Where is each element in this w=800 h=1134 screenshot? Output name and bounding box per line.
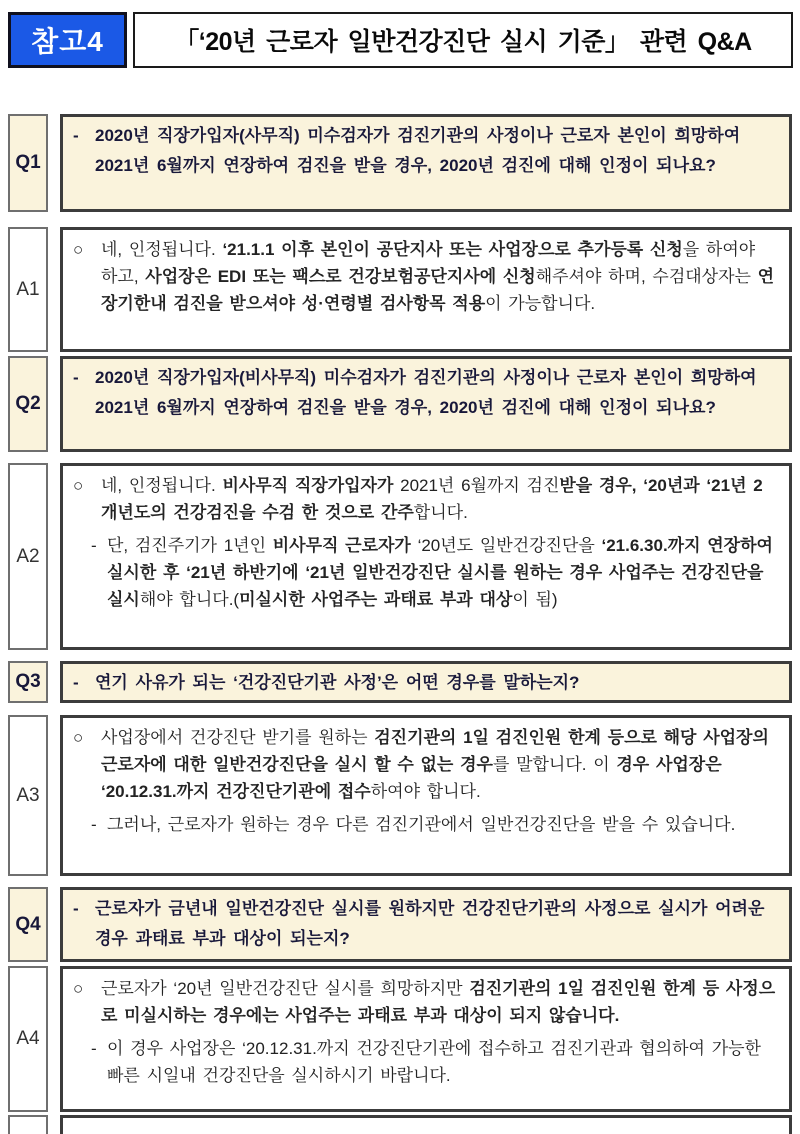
text-segment: 사업장은 EDI 또는 팩스로 건강보험공단지사에 신청: [145, 267, 536, 286]
answer-label-text: A3: [16, 784, 40, 806]
dash-marker: -: [73, 673, 79, 692]
text-segment: 을 하여야 하고,: [101, 240, 756, 286]
question-label: [8, 661, 48, 703]
next-question-box-clipped: [60, 1115, 792, 1134]
question-box: [60, 356, 792, 452]
answer-label: [8, 463, 48, 650]
answer-text: [107, 532, 777, 613]
question-label-text: Q3: [15, 671, 41, 692]
text-segment: 이 가능합니다.: [485, 294, 596, 313]
text-segment: 네, 인정됩니다.: [101, 240, 223, 259]
text-segment: 이 경우 사업장은 ‘20.12.31.까지 건강진단기관에 접수하고 검진기관과 협의하여 가능한 빠른 시일내 건강진단을 실시하시기 바랍니다.: [107, 1039, 761, 1085]
question-paragraph: [73, 363, 777, 423]
question-label: [8, 114, 48, 212]
text-segment: ‘20년도 일반건강진단을: [410, 536, 602, 555]
reference-badge: 참고4: [8, 12, 127, 68]
dash-marker: -: [91, 1039, 97, 1058]
text-segment: 경우 사업장은 ‘20.12.31.까지 건강진단기관에 접수: [101, 755, 722, 801]
next-question-label-clipped: [8, 1115, 48, 1134]
text-segment: 그러나, 근로자가 원하는 경우 다른 검진기관에서 일반건강진단을 받을 수 있습니다.: [107, 815, 736, 834]
page-title: 「‘20년 근로자 일반건강진단 실시 기준」 관련 Q&A: [174, 28, 752, 56]
answer-row: [0, 966, 800, 1112]
question-paragraph: [73, 894, 777, 954]
answer-label-text: A2: [16, 545, 40, 567]
text-segment: 연장기한내 검진을 받으셔야 성·연령별 검사항목 적용: [101, 267, 775, 313]
text-segment: 합니다.: [413, 503, 468, 522]
question-paragraph: [73, 121, 777, 181]
text-segment: 비사무직 직장가입자가: [222, 476, 394, 495]
question-paragraph: [73, 668, 777, 698]
answer-row: [0, 227, 800, 352]
title-box: [133, 12, 793, 68]
question-label-text: Q1: [15, 152, 41, 173]
answer-row: [0, 715, 800, 876]
answer-text: [101, 236, 777, 317]
text-segment: 해야 합니다.(: [139, 590, 240, 609]
text-segment: 비사무직 근로자가: [272, 536, 411, 555]
question-box: [60, 114, 792, 212]
text-segment: ‘21.6.30.까지 연장하여 실시한 후 ‘21년 하반기에 ‘21년 일반건강진단 실시를 원하는 경우 사업주는 건강진단을 실시: [107, 536, 773, 609]
question-row: [0, 114, 800, 212]
text-segment: 네, 인정됩니다.: [101, 476, 223, 495]
answer-paragraph: [91, 1035, 777, 1089]
text-segment: 미실시한 사업주는 과태료 부과 대상: [239, 590, 513, 609]
text-segment: 이 됨): [512, 590, 558, 609]
answer-row: [0, 463, 800, 650]
circle-marker: ○: [73, 979, 84, 998]
question-label: [8, 356, 48, 452]
answer-text: [101, 975, 777, 1029]
text-segment: 근로자가 ‘20년 일반건강진단 실시를 희망하지만: [101, 979, 470, 998]
answer-label: [8, 966, 48, 1112]
question-label-text: Q2: [15, 393, 41, 414]
answer-paragraph: [91, 532, 777, 613]
circle-marker: ○: [73, 476, 84, 495]
text-segment: 연기 사유가 되는 ‘건강진단기관 사정’은 어떤 경우를 말하는지?: [95, 673, 580, 692]
circle-marker: ○: [73, 728, 84, 747]
text-segment: 2020년 직장가입자(비사무직) 미수검자가 검진기관의 사정이나 근로자 본인이 희망하여 2021년 6월까지 연장하여 검진을 받을 경우, 2020년 검진에 대해 인정이 되나요?: [95, 368, 757, 417]
answer-box: [60, 966, 792, 1112]
text-segment: 검진기관의 1일 검진인원 한계 등으로 해당 사업장의 근로자에 대한 일반건강진단을 실시 할 수 없는 경우: [101, 728, 769, 774]
answer-paragraph: [73, 236, 777, 317]
dash-marker: -: [73, 126, 79, 145]
question-row: [0, 887, 800, 962]
text-segment: 해주셔야 하며, 수검대상자는: [535, 267, 758, 286]
answer-paragraph: [73, 724, 777, 805]
answer-box: [60, 227, 792, 352]
question-box: [60, 661, 792, 703]
text-segment: 를 말합니다. 이: [492, 755, 617, 774]
answer-paragraph: [73, 472, 777, 526]
text-segment: 2021년 6월까지 검진: [393, 476, 560, 495]
answer-text: [101, 724, 777, 805]
question-label: [8, 887, 48, 962]
answer-label-text: A1: [16, 278, 40, 300]
answer-text: [107, 811, 777, 838]
dash-marker: -: [91, 536, 97, 555]
text-segment: ‘21.1.1 이후 본인이 공단지사 또는 사업장으로 추가등록 신청: [222, 240, 683, 259]
text-segment: 사업장에서 건강진단 받기를 원하는: [101, 728, 375, 747]
answer-text: [107, 1035, 777, 1089]
dash-marker: -: [73, 899, 79, 918]
answer-label-text: A4: [16, 1028, 40, 1049]
question-box: [60, 887, 792, 962]
circle-marker: ○: [73, 240, 84, 259]
answer-box: [60, 715, 792, 876]
answer-label: [8, 227, 48, 352]
text-segment: 검진기관의 1일 검진인원 한계 등 사정으로 미실시하는 경우에는 사업주는 과태료 부과 대상이 되지 않습니다.: [101, 979, 776, 1025]
text-segment: 하여야 합니다.: [370, 782, 481, 801]
answer-label: [8, 715, 48, 876]
answer-box: [60, 463, 792, 650]
text-segment: 단, 검진주기가 1년인: [107, 536, 273, 555]
text-segment: 받을 경우, ‘20년과 ‘21년 2개년도의 건강검진을 수검 한 것으로 간주: [101, 476, 763, 522]
answer-paragraph: [73, 975, 777, 1029]
text-segment: 근로자가 금년내 일반건강진단 실시를 원하지만 건강진단기관의 사정으로 실시가 어려운 경우 과태료 부과 대상이 되는지?: [95, 899, 765, 948]
question-text: [95, 363, 777, 423]
dash-marker: -: [73, 368, 79, 387]
question-row: [0, 661, 800, 703]
question-text: [95, 121, 777, 181]
answer-text: [101, 472, 777, 526]
text-segment: 2020년 직장가입자(사무직) 미수검자가 검진기관의 사정이나 근로자 본인이 희망하여 2021년 6월까지 연장하여 검진을 받을 경우, 2020년 검진에 대해 인정이 되나요?: [95, 126, 741, 175]
question-text: [95, 668, 777, 698]
question-text: [95, 894, 777, 954]
dash-marker: -: [91, 815, 97, 834]
answer-paragraph: [91, 811, 777, 838]
question-row: [0, 356, 800, 452]
question-label-text: Q4: [15, 913, 41, 935]
